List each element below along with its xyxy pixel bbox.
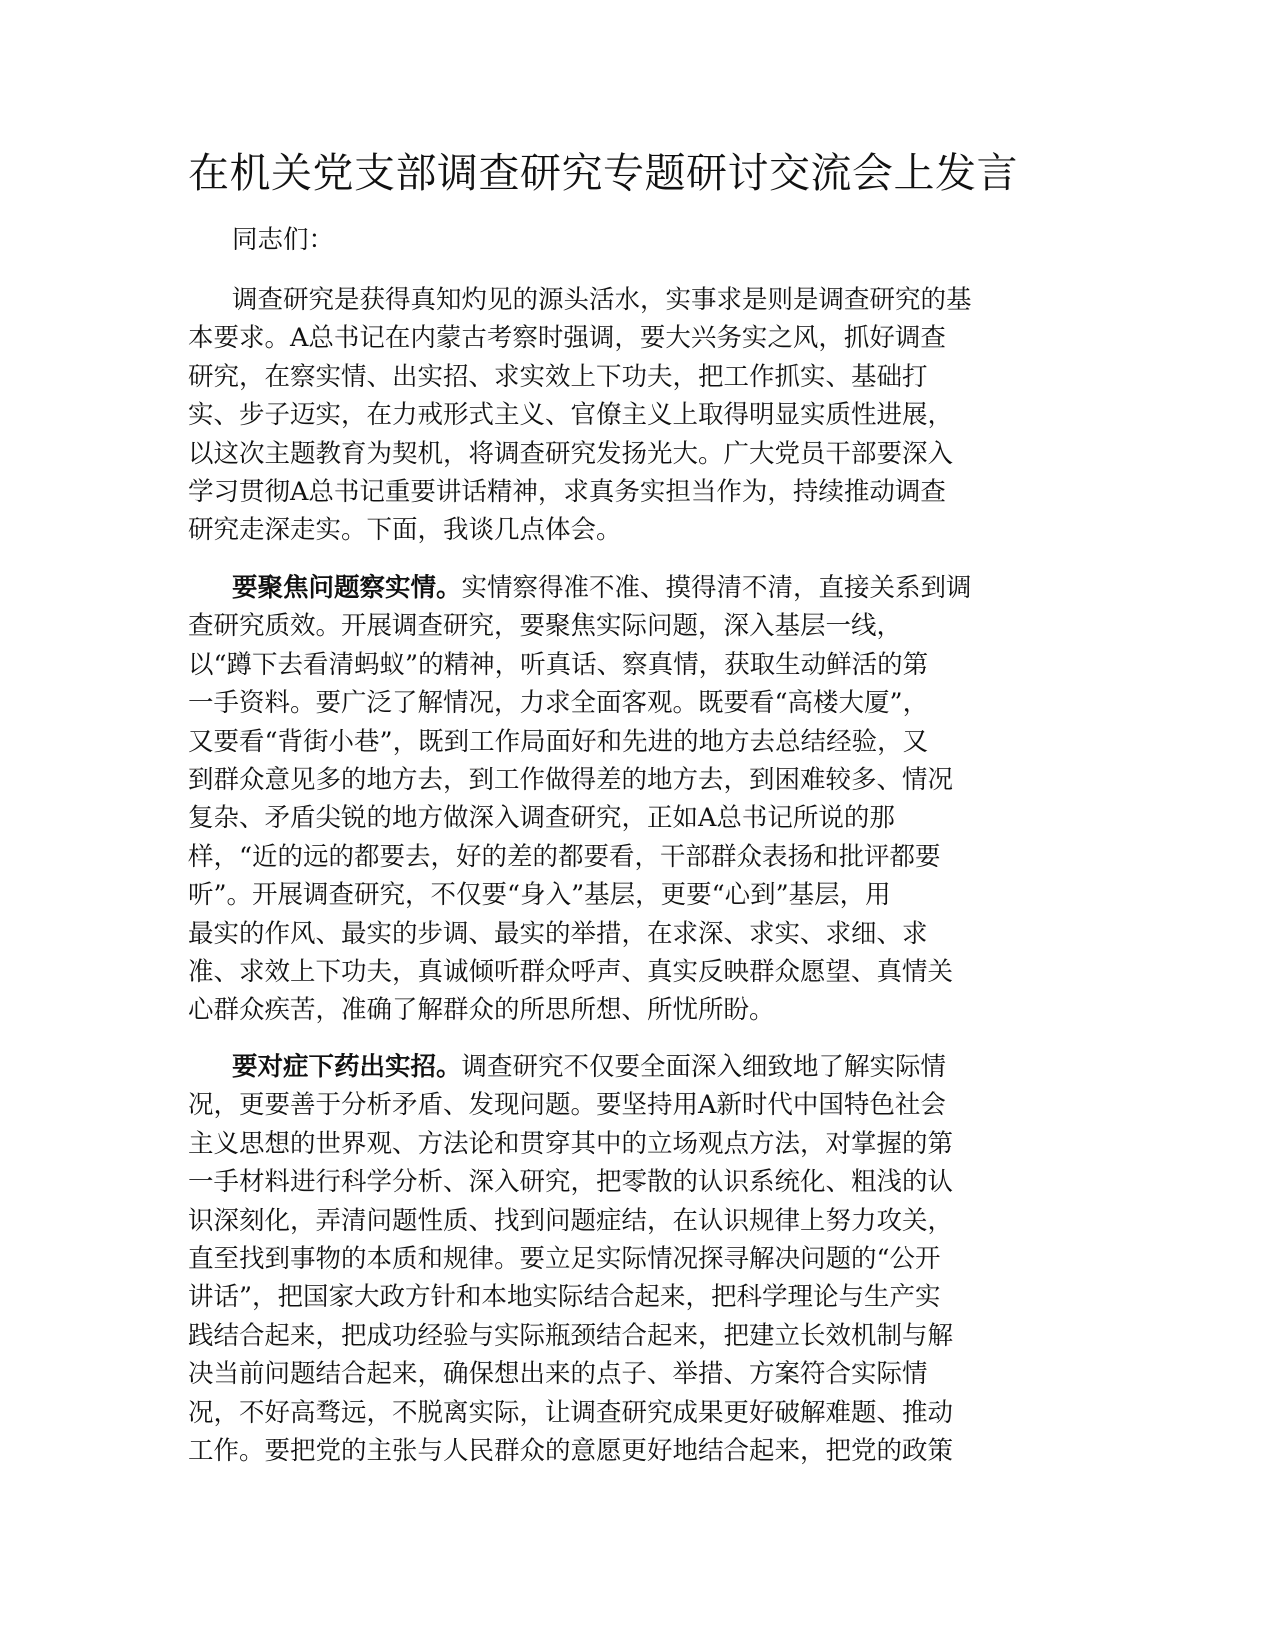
paragraph-line: 学习贯彻A总书记重要讲话精神，求真务实担当作为，持续推动调查 [188,477,946,508]
paragraph-first-line-text: 实情察得准不准、摸得清不清，直接关系到调 [461,573,972,603]
paragraph-line: 识深刻化，弄清问题性质、找到问题症结，在认识规律上努力攻关， [188,1205,954,1236]
paragraph-line: 一手材料进行科学分析、深入研究，把零散的认识系统化、粗浅的认 [188,1167,954,1198]
paragraph-lead-heading: 要对症下药出实招。 [232,1052,462,1082]
paragraph-line: 主义思想的世界观、方法论和贯穿其中的立场观点方法，对掌握的第 [188,1128,954,1159]
paragraph-line: 到群众意见多的地方去，到工作做得差的地方去，到困难较多、情况 [188,765,954,796]
paragraph-line: 调查研究是获得真知灼见的源头活水，实事求是则是调查研究的基 [232,285,972,315]
paragraph-line: 研究走深走实。下面，我谈几点体会。 [188,515,622,546]
paragraph-line: 查研究质效。开展调查研究，要聚焦实际问题，深入基层一线， [188,611,903,642]
paragraph-lead-heading: 要聚焦问题察实情。 [232,573,462,603]
paragraph-line: 一手资料。要广泛了解情况，力求全面客观。既要看“高楼大厦”， [188,688,929,719]
paragraph-intro [188,281,1068,550]
paragraph-line: 听”。开展调查研究，不仅要“身入”基层，更要“心到”基层，用 [188,880,891,911]
paragraph-line: 直至找到事物的本质和规律。要立足实际情况探寻解决问题的“公开 [188,1244,941,1275]
paragraph-line: 样，“近的远的都要去，好的差的都要看，干部群众表扬和批评都要 [188,841,941,872]
paragraph-line: 心群众疾苦，准确了解群众的所思所想、所忧所盼。 [188,995,775,1026]
paragraph-first-line-text: 调查研究不仅要全面深入细致地了解实际情 [461,1052,947,1082]
paragraph-line: 又要看“背街小巷”，既到工作局面好和先进的地方去总结经验，又 [188,726,929,757]
paragraph-line: 以这次主题教育为契机，将调查研究发扬光大。广大党员干部要深入 [188,438,954,469]
paragraph-first-line [188,569,1068,607]
greeting: 同志们： [232,225,335,255]
paragraph-line: 决当前问题结合起来，确保想出来的点子、举措、方案符合实际情 [188,1359,928,1390]
paragraph-line: 践结合起来，把成功经验与实际瓶颈结合起来，把建立长效机制与解 [188,1320,954,1351]
paragraph-line: 研究，在察实情、出实招、求实效上下功夫，把工作抓实、基础打 [188,361,928,392]
paragraph-line: 讲话”，把国家大政方针和本地实际结合起来，把科学理论与生产实 [188,1282,941,1313]
paragraph-line: 最实的作风、最实的步调、最实的举措，在求深、求实、求细、求 [188,918,928,949]
document-title: 在机关党支部调查研究专题研讨交流会上发言 [188,149,1018,197]
paragraph-line: 本要求。A总书记在内蒙古考察时强调，要大兴务实之风，抓好调查 [188,323,946,354]
paragraph-investigate-facts [188,569,1068,1030]
paragraph-line: 况，更要善于分析矛盾、发现问题。要坚持用A新时代中国特色社会 [188,1090,946,1121]
paragraph-line: 工作。要把党的主张与人民群众的意愿更好地结合起来，把党的政策 [188,1436,954,1467]
paragraph-practical-measures [188,1048,1068,1470]
paragraph-line: 复杂、矛盾尖锐的地方做深入调查研究，正如A总书记所说的那 [188,803,895,834]
paragraph-first-line [188,1048,1068,1086]
paragraph-line: 实、步子迈实，在力戒形式主义、官僚主义上取得明显实质性进展， [188,400,954,431]
paragraph-line: 况，不好高骛远，不脱离实际，让调查研究成果更好破解难题、推动 [188,1397,954,1428]
paragraph-line: 准、求效上下功夫，真诚倾听群众呼声、真实反映群众愿望、真情关 [188,957,954,988]
paragraph-line: 以“蹲下去看清蚂蚁”的精神，听真话、察真情，获取生动鲜活的第 [188,649,929,680]
